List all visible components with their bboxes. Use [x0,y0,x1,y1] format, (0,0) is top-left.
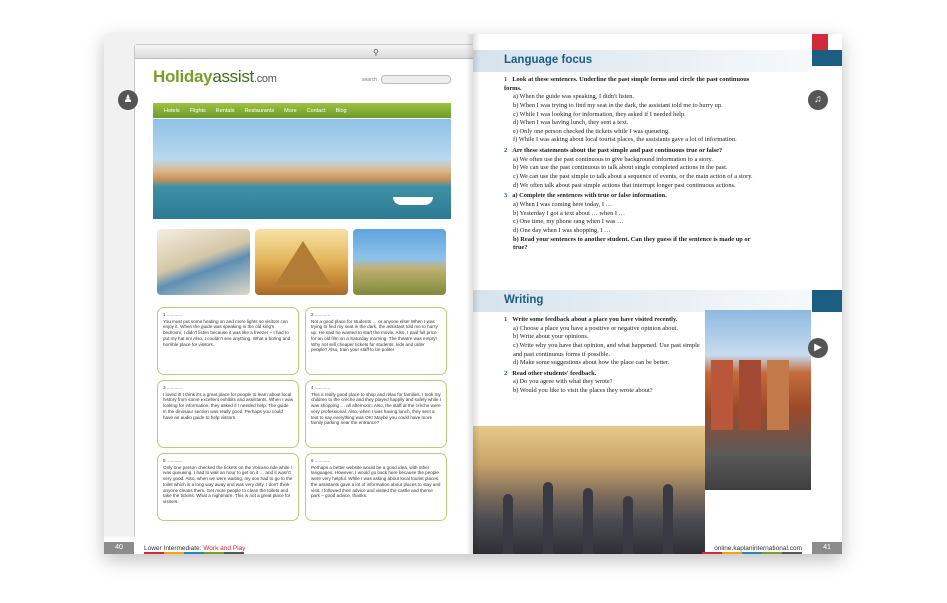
card-text: This a really good place to shop and relax for families. I took my children to the crèche and they played happily and safely while I was shopping … all afternoon. Also, the staff at the crèche were very professional. Also, when I was having lunch, they sent a text to say everything was OK! Maybe you could have more family parking near the entrance? [311,391,441,426]
review-card-5 [157,453,299,521]
nav-item-blog[interactable]: Blog [335,107,347,114]
list-item: c) We can use the past simple to talk about a sequence of events, or the main action of a story. [513,173,753,181]
section-title: Writing [504,294,544,306]
footer-url[interactable]: online.kaplaninternational.com [714,545,802,552]
question-number: 2 [504,369,508,377]
question-text: Are these statements about the past simple and past continuous true or false? [512,147,723,155]
list-item: b) Write about your opinions. [513,333,589,341]
card-text: Only one person checked the tickets on the Volcano ride while I was queueing. I had to wait an hour to get on it … and it wasn't very good. Also, when we were waiting, my son had to go to the toilet which is a long way away and was very dirty. I don't think anyone cleans them. Get more people to clean the toilets and take the tickets. What a nightmare. This is not a great place for visitors. [163,464,293,505]
list-item: e) Only one person checked the tickets while I was queueing. [513,127,670,135]
writing-header [473,290,812,312]
writing-blue-block [812,290,842,312]
language-focus-header [473,50,812,72]
nav-item-flights[interactable]: Flights [189,107,206,114]
pyramid-shape [275,241,331,285]
card-text: You must put some heating on and more lights so visitors can enjoy it. When the guide was speaking in the old king's bedroom, I didn't listen because it was like a freezer – I had to put my hat on! Also, I couldn't see anything. What a boring and horrible place for visitors. [163,318,291,347]
writing-question-1 [504,316,702,325]
person-silhouette [623,496,633,554]
crowd-photo [473,426,705,554]
logo-tld: .com [253,73,277,85]
question-text: Look at these sentences. Underline the past simple forms and circle the past continuous forms. [504,76,750,92]
list-item: c) While I was looking for information, they asked if I needed help. [513,110,686,118]
review-card-2 [305,307,447,375]
list-item: c) Write why you have that opinion, and what happened. Use past simple and past continuous forms if possible. [513,341,700,358]
hero-image [153,119,451,219]
review-card-4 [305,380,447,448]
nav-item-contact[interactable]: Contact [306,107,326,114]
thumbnail-row [157,229,447,295]
level-label: Lower Intermediate: [144,545,204,552]
website [153,67,451,114]
list-item: a) When I was coming here today, I … [513,200,613,208]
building-shape [711,360,733,430]
building-shape [739,360,761,430]
list-item: d) One day when I was shopping, I … [513,226,611,234]
question-text: a) Complete the sentences with true or false information. [512,192,667,200]
list-item: b) Yesterday I got a text about … when I … [513,209,625,217]
page-number-right: 41 [812,542,842,554]
giraffes-photo [353,229,446,295]
browser-toolbar [135,45,473,59]
list-item: b) Would you like to visit the places they wrote about? [513,387,653,395]
street-photo [705,310,811,490]
list-item: f) While I was asking about local tourist places, the assistants gave a lot of information. [513,136,737,144]
scooter-photo [157,229,250,295]
open-textbook [104,34,842,554]
question-1 [504,76,766,93]
question-text: Write some feedback about a place you have visited recently. [512,316,678,323]
left-page [104,34,473,554]
nav-item-rentals[interactable]: Rentals [215,107,235,114]
question-number: 1 [504,316,508,323]
page-number-left: 40 [104,542,134,554]
color-stripe [702,552,802,554]
logo-main: Holiday [153,67,213,86]
list-item: d) When I was having lunch, they sent a text. [513,119,629,127]
section-title: Language focus [504,54,593,66]
search-input[interactable] [381,75,451,84]
question-number: 1 [504,76,508,83]
card-text: Perhaps a better website would be a good idea, with other languages. However, I would go back here because the people were very helpful. While I was asking about local tourist places, the assistants gave a lot of information about places to stay and visit. I followed their advice and visited the castle and theme park – good advice, thanks. [311,464,441,499]
browser-window [134,44,474,554]
writing-exercises [504,316,702,396]
language-focus-exercises [504,76,766,253]
card-number: 4 ............ [311,385,331,390]
nav-item-restaurants[interactable]: Restaurants [244,107,275,114]
card-number: 6 ............ [311,458,331,463]
list-item: a) When the guide was speaking, I didn't listen. [513,93,635,101]
book-gutter [466,34,480,554]
question-number: 3 [504,192,508,200]
browser-search-icon: ⚲ [373,48,379,57]
list-item: d) Make some suggestions about how the place can be better. [513,359,670,367]
audio-icon[interactable]: ♫ [808,90,828,110]
card-text: I loved it! I think it's a great place for people to learn about local history from some excellent exhibits and assistants. When I was looking for information, they asked if I needed help. The guide in the dinosaur section was really good. Perhaps you could have an audio guide to help visitors. [163,391,293,420]
review-card-1 [157,307,299,375]
unit-title [144,545,245,552]
list-item: b) We can use the past continuous to talk about single completed actions in the past. [513,164,728,172]
person-silhouette [663,484,673,554]
search-label: search [361,76,377,83]
card-number: 5 ............ [163,458,183,463]
card-number: 3 ............ [163,385,183,390]
nav-item-hotels[interactable]: Hotels [164,107,180,114]
corner-blue-block [812,50,842,66]
list-item: a) We often use the past continuous to give background information to a story. [513,155,713,163]
list-item: a) Do you agree with what they wrote? [513,378,613,386]
question-2 [504,147,766,156]
color-stripe [144,552,244,554]
review-card-3 [157,380,299,448]
review-card-6 [305,453,447,521]
right-page [473,34,842,554]
unit-label: Work and Play [203,545,246,552]
card-number: 2 ............ [311,312,331,317]
pyramid-photo [255,229,348,295]
building-shape [767,360,789,430]
video-icon[interactable]: ▶ [808,338,828,358]
writing-question-2 [504,370,702,379]
site-search [362,75,451,84]
list-item: a) Choose a place you have a positive or negative opinion about. [513,324,679,332]
person-silhouette [583,488,593,554]
question-3b: b) Read your sentences to another student. Can they guess if the sentence is made up or true? [513,235,751,252]
person-silhouette [543,482,553,554]
site-nav [153,103,451,118]
question-number: 2 [504,147,508,155]
list-item: c) One time, my phone rang when I was … [513,218,624,226]
card-number: 1 ............ [163,312,183,317]
list-item: d) We often talk about past simple actions that interrupt longer past continuous actions. [513,181,736,189]
boat-shape [393,197,433,205]
nav-item-more[interactable]: More [284,107,297,114]
person-icon[interactable]: ♟ [118,90,138,110]
question-3 [504,192,766,201]
left-footer [104,537,473,554]
card-text: Not a good place for students … or anyone else! When I was trying to find my seat in the dark, the assistant told me to hurry up. He said he wanted to start the movie. Also, I paid full price for an old film on a Saturday morning. The theatre was empty! Why not sell cheaper tickets for students, kids and older people? Also, train your staff to be polite! [311,318,438,353]
logo-accent: assist [212,67,254,86]
person-silhouette [503,494,513,554]
question-text: Read other students' feedback. [512,369,597,377]
corner-red-block [812,34,828,50]
list-item: b) When I was trying to find my seat in the dark, the assistant told me to hurry up. [513,101,723,109]
